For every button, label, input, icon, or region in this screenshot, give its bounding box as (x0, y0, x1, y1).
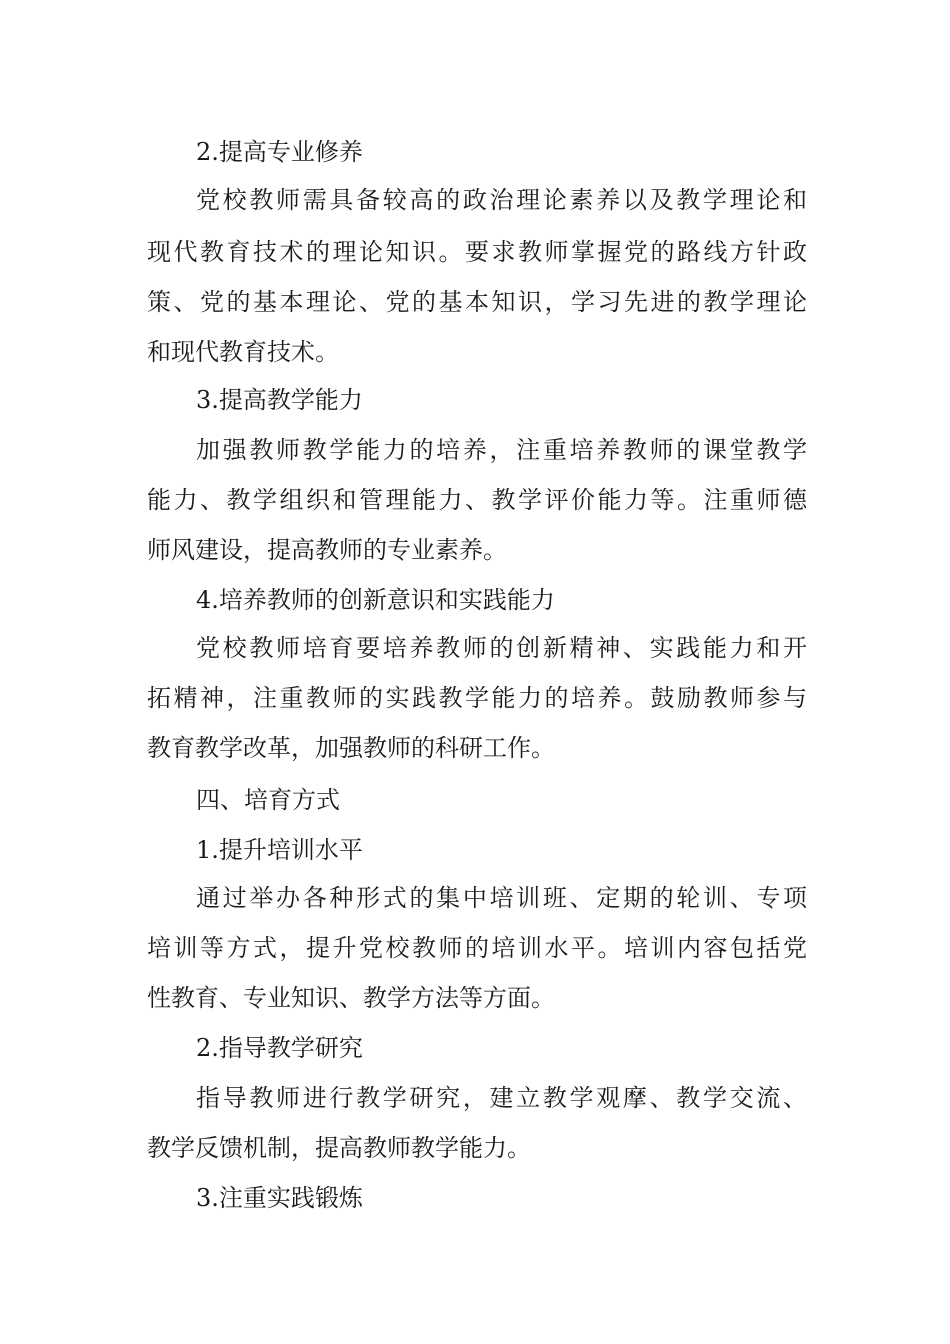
section-heading-4-methods: 四、培育方式 (196, 786, 340, 814)
paragraph-line: 师风建设，提高教师的专业素养。 (147, 536, 507, 564)
paragraph-line: 教育教学改革，加强教师的科研工作。 (147, 734, 555, 762)
paragraph-line: 培训等方式，提升党校教师的培训水平。培训内容包括党 (147, 934, 807, 962)
subheading-2-research: 2.指导教学研究 (196, 1034, 363, 1062)
paragraph-line: 通过举办各种形式的集中培训班、定期的轮训、专项 (196, 884, 807, 912)
paragraph-line: 指导教师进行教学研究，建立教学观摩、教学交流、 (196, 1084, 807, 1112)
paragraph-line: 加强教师教学能力的培养，注重培养教师的课堂教学 (196, 436, 807, 464)
paragraph-line: 党校教师需具备较高的政治理论素养以及教学理论和 (196, 186, 807, 214)
paragraph-line: 现代教育技术的理论知识。要求教师掌握党的路线方针政 (147, 238, 807, 266)
paragraph-line: 拓精神，注重教师的实践教学能力的培养。鼓励教师参与 (147, 684, 807, 712)
paragraph-line: 能力、教学组织和管理能力、教学评价能力等。注重师德 (147, 486, 807, 514)
paragraph-line: 和现代教育技术。 (147, 338, 339, 366)
paragraph-line: 策、党的基本理论、党的基本知识，学习先进的教学理论 (147, 288, 807, 316)
paragraph-line: 教学反馈机制，提高教师教学能力。 (147, 1134, 531, 1162)
subheading-2-professional-cultivation: 2.提高专业修养 (196, 138, 363, 166)
paragraph-line: 性教育、专业知识、教学方法等方面。 (147, 984, 555, 1012)
subheading-3-teaching-ability: 3.提高教学能力 (196, 386, 363, 414)
subheading-1-training: 1.提升培训水平 (196, 836, 363, 864)
paragraph-line: 党校教师培育要培养教师的创新精神、实践能力和开 (196, 634, 807, 662)
subheading-3-practice: 3.注重实践锻炼 (196, 1184, 363, 1212)
subheading-4-innovation: 4.培养教师的创新意识和实践能力 (196, 586, 555, 614)
